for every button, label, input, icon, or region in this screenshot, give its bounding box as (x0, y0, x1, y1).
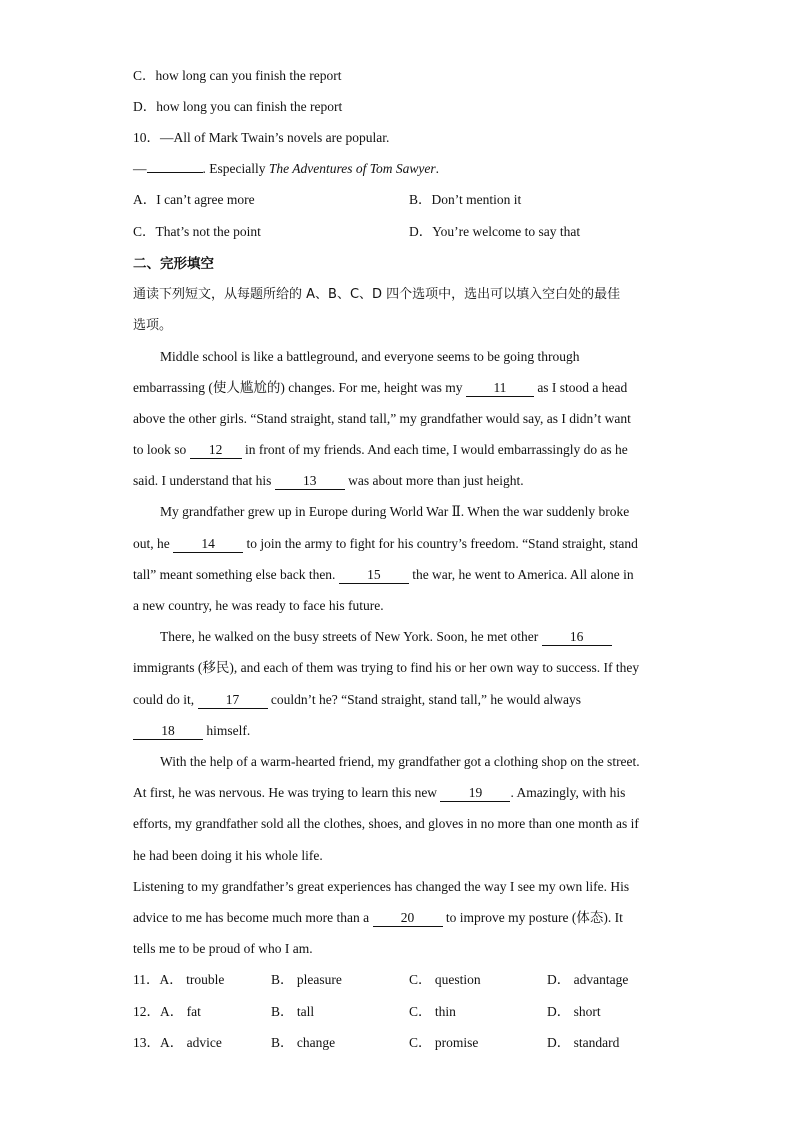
q11-option-c: C． question (409, 972, 481, 987)
passage-line (133, 565, 634, 585)
passage-line: My grandfather grew up in Europe during World War Ⅱ. When the war suddenly broke (160, 504, 630, 519)
q13-option-a: 13．A． advice (133, 1035, 222, 1050)
passage-text: couldn’t he? “Stand straight, stand tall,” he would always (267, 692, 582, 707)
passage-text: advice to me has become much more than a (133, 910, 373, 925)
passage-line: he had been doing it his whole life. (133, 848, 323, 863)
q13-option-d: D． standard (547, 1035, 620, 1050)
blank-12: 12 (190, 442, 242, 459)
passage-text: to join the army to fight for his country’s freedom. “Stand straight, stand (243, 536, 638, 551)
passage-text: to look so (133, 442, 190, 457)
passage-line (133, 471, 524, 491)
passage-text: . Amazingly, with his (510, 785, 626, 800)
blank-17: 17 (198, 692, 268, 709)
passage-line: immigrants (移民), and each of them was trying to find his or her own way to success. If they (133, 660, 640, 675)
q12-option-b: B． tall (271, 1004, 315, 1019)
blank-15: 15 (339, 567, 409, 584)
q10-option-a: A．I can’t agree more (133, 192, 255, 207)
q10-reply-mid: . Especially (202, 161, 269, 176)
answer-blank (147, 172, 203, 173)
q13-option-c: C． promise (409, 1035, 479, 1050)
q10-option-b: B．Don’t mention it (409, 192, 522, 207)
blank-11: 11 (466, 380, 534, 397)
passage-text: There, he walked on the busy streets of New York. Soon, he met other (160, 629, 542, 644)
blank-13: 13 (275, 473, 345, 490)
q11-option-b: B． pleasure (271, 972, 342, 987)
passage-text: could do it, (133, 692, 198, 707)
blank-20: 20 (373, 910, 443, 927)
q12-option-d: D． short (547, 1004, 601, 1019)
passage-line (133, 721, 250, 741)
passage-line (133, 378, 627, 398)
section-heading: 二、完形填空 (133, 256, 214, 272)
instructions-line-2: 选项。 (133, 318, 173, 333)
q11-option-d: D． advantage (547, 972, 629, 987)
passage-text: said. I understand that his (133, 473, 275, 488)
passage-line: efforts, my grandfather sold all the clothes, shoes, and gloves in no more than one month as if (133, 816, 639, 831)
passage-line (133, 534, 638, 554)
passage-text: tall” meant something else back then. (133, 567, 339, 582)
blank-16: 16 (542, 629, 612, 646)
passage-line: a new country, he was ready to face his future. (133, 598, 384, 613)
book-title: The Adventures of Tom Sawyer (268, 161, 436, 176)
passage-text: At first, he was nervous. He was trying to learn this new (133, 785, 441, 800)
passage-line: above the other girls. “Stand straight, stand tall,” my grandfather would say, as I didn’t want (133, 411, 631, 426)
q10-reply-prefix: — (133, 161, 147, 176)
passage-text: the war, he went to America. All alone in (408, 567, 634, 582)
q9-option-d: D．how long you can finish the report (133, 99, 343, 114)
passage-text: himself. (203, 723, 251, 738)
instructions-line-1: 通读下列短文，从每题所给的 A、B、C、D 四个选项中，选出可以填入空白处的最佳 (133, 287, 621, 302)
passage-text: was about more than just height. (344, 473, 524, 488)
q10-reply (133, 159, 439, 179)
passage-line (133, 908, 623, 928)
blank-14: 14 (173, 536, 243, 553)
passage-line (133, 783, 625, 803)
passage-line (160, 627, 612, 647)
passage-text: out, he (133, 536, 174, 551)
q10-option-d: D．You’re welcome to say that (409, 224, 581, 239)
q13-option-b: B． change (271, 1035, 336, 1050)
passage-line (133, 690, 581, 710)
q10-reply-end: . (435, 161, 439, 176)
passage-line: Listening to my grandfather’s great experiences has changed the way I see my own life. His (133, 879, 630, 894)
passage-text: to improve my posture (体态). It (442, 910, 623, 925)
q12-option-c: C． thin (409, 1004, 456, 1019)
passage-line: tells me to be proud of who I am. (133, 941, 313, 956)
blank-19: 19 (440, 785, 510, 802)
passage-line: Middle school is like a battleground, and everyone seems to be going through (160, 349, 580, 364)
q10-option-c: C．That’s not the point (133, 224, 261, 239)
passage-line: With the help of a warm-hearted friend, my grandfather got a clothing shop on the street. (160, 754, 640, 769)
q11-option-a: 11．A． trouble (133, 972, 225, 987)
passage-text: in front of my friends. And each time, I would embarrassingly do as he (241, 442, 628, 457)
passage-text: as I stood a head (533, 380, 628, 395)
passage-text: embarrassing (使人尴尬的) changes. For me, height was my (133, 380, 466, 395)
passage-line (133, 440, 628, 460)
q10-stem: 10．—All of Mark Twain’s novels are popular. (133, 130, 390, 145)
q9-option-c: C．how long can you finish the report (133, 68, 342, 83)
blank-18: 18 (133, 723, 203, 740)
q12-option-a: 12．A． fat (133, 1004, 201, 1019)
